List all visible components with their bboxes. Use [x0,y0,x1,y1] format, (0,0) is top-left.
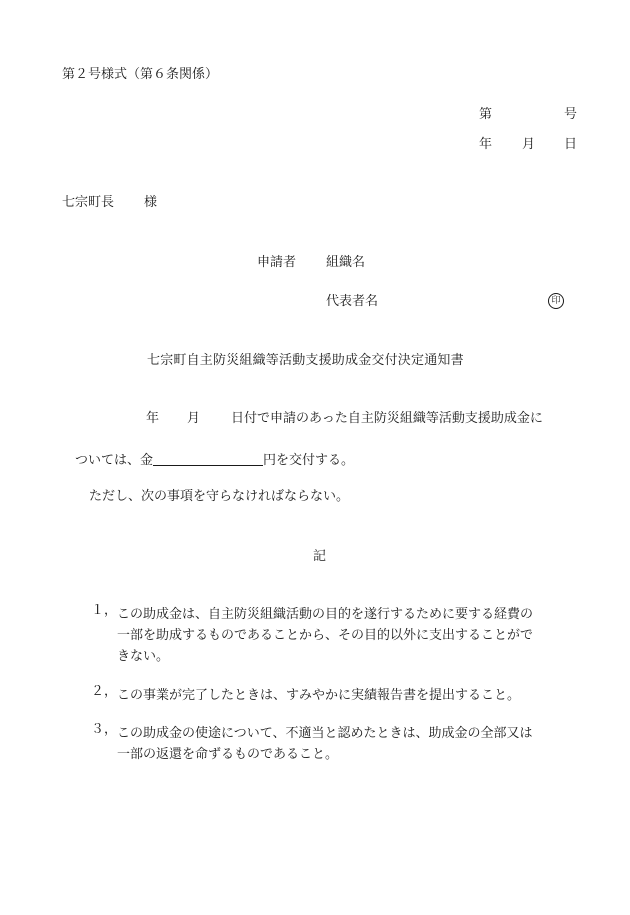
document-number-suffix: 号 [564,107,578,122]
amount-suffix: 円を交付する。 [263,453,355,468]
condition-line: この助成金の使途について、不適当と認めたときは、助成金の全部又は [117,726,533,741]
condition-line: 一部を助成するものであることから、その目的以外に支出することがで [117,628,534,643]
addressee-honorific: 様 [144,195,158,210]
condition-line: この事業が完了したときは、すみやかに実績報告書を提出すること。 [117,688,521,703]
applicant-label: 申請者 [257,255,297,270]
document-title: 七宗町自主防災組織等活動支援助成金交付決定通知書 [147,353,464,368]
date-year-label: 年 [479,137,493,152]
condition-text [117,604,533,667]
condition-number: １， [91,603,118,618]
condition-text [117,723,532,765]
condition-line: きない。 [117,649,170,664]
addressee [62,196,157,209]
condition-line: この助成金は、自主防災組織活動の目的を遂行するために要する経費の [117,607,534,622]
organization-name-label: 組織名 [326,255,366,270]
body-year-label: 年 [146,411,160,426]
form-number: 第２号様式（第６条関係） [62,67,219,82]
condition-line: 一部の返還を命ずるものであること。 [117,747,339,762]
body-month-label: 月 [187,411,201,426]
condition-number: ２， [91,684,118,699]
addressee-name: 七宗町長 [62,195,115,210]
body-line-1: 日付で申請のあった自主防災組織等活動支援助成金に [231,411,543,426]
body-line-2 [75,453,354,467]
amount-prefix: ついては、金 [75,453,154,468]
representative-name-label: 代表者名 [326,294,379,309]
condition-number: ３， [91,722,118,737]
condition-text [117,685,520,706]
amount-blank-line [153,453,263,466]
document-number-prefix: 第 [479,107,493,122]
ki-heading: 記 [313,549,327,564]
seal-mark: 印 [548,293,564,309]
body-line-3: ただし、次の事項を守らなければならない。 [89,489,350,504]
date-month-label: 月 [522,137,536,152]
date-day-label: 日 [564,137,578,152]
